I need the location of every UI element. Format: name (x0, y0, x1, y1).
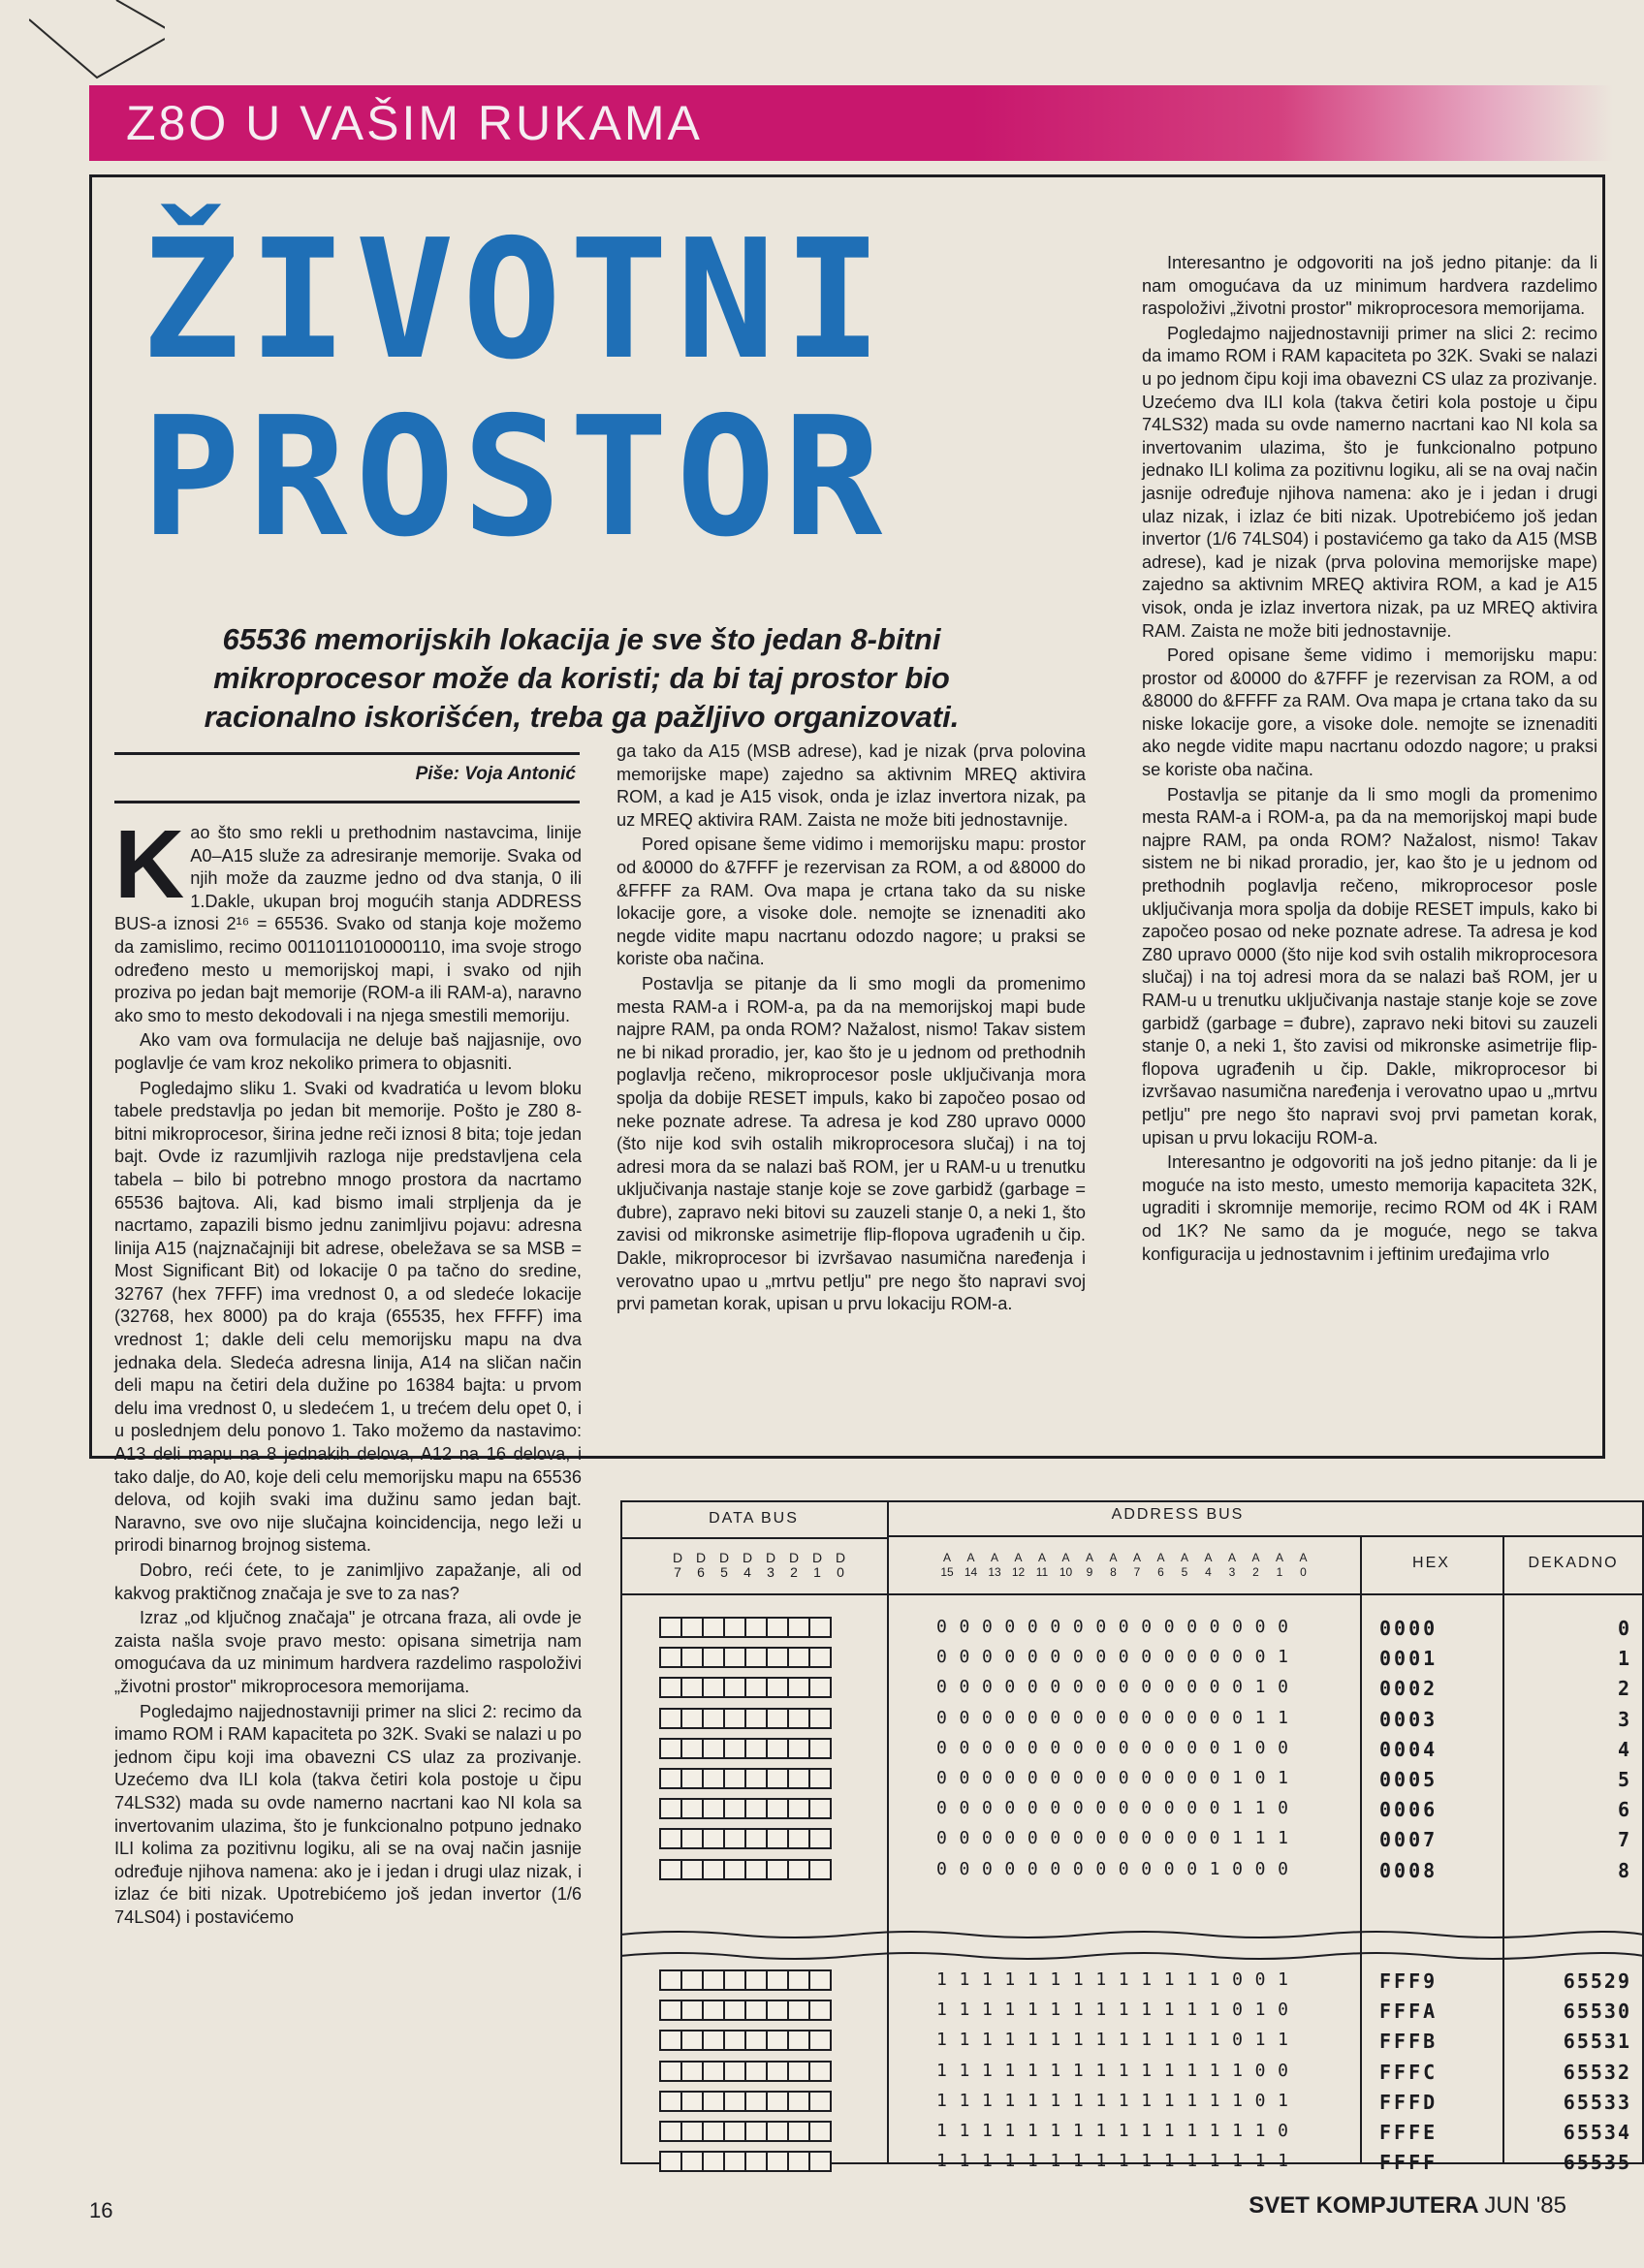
bit-cell (702, 1647, 725, 1668)
bit-cell (808, 1738, 832, 1759)
bit-cell (808, 2000, 832, 2021)
bit-cell (702, 2121, 725, 2142)
paragraph: Pogledajmo sliku 1. Svaki od kvadratića u levom bloku tabele predstavlja po jedan bit memorije. Pošto je Z80 8-bitni mikroprocesor, širina jedne reči iznosi 8 bita; toje jedan bajt. Ovde iz razumljivih razloga nije predstavljena cela tabela – bilo bi potrebno mnogo prostora da nacrtamo 65536 bajtova. Ali, kad bismo imali strpljenja da je nacrtamo, zapazili bismo jednu zanimljivu pojavu: adresna linija A15 (najznačajniji bit adrese, obeležava se sa MSB = Most Significant Bit) od lokacije 0 pa tačno do sredine, 32767 (hex 7FFF) ima vrednost 0, a od sledeće lokacije (32768, hex 8000) pa do kraja (65535, hex FFFF) ima vrednost 1; dakle deli celu memorijsku mapu na dva jednaka dela. Sledeća adresna linija, A14 na sličan način deli mapu na četiri dela dužine po 16384 bajta: u prvom delu ima vrednost 0, u sledećem 1, u trećem delu opet 0, i u poslednjem delu ponovo 1. Tako možemo da nastavimo: A13 deli mapu na 8 jednakih delova, A12 na 16 delova, i tako dalje, do A0, koje deli celu memorijsku mapu na 65536 delova, od kojih svaki ima dužinu samo jedan bajt. Naravno, sve ovo nije slučajna koincidencija, nego leži u prirodi binarnog brojnog sistema. (114, 1078, 582, 1556)
decimal-value: 8 (1617, 1858, 1631, 1882)
address-bit-label: A 6 (1156, 1551, 1165, 1579)
bit-cell (787, 1677, 810, 1698)
bit-cell (659, 1798, 682, 1819)
address-bit-label: A 8 (1109, 1551, 1118, 1579)
bit-cell (787, 2000, 810, 2021)
table-row (620, 1647, 1644, 1669)
address-bus-header: ADDRESS BUS (1111, 1506, 1245, 1523)
memory-byte-cells (659, 2061, 830, 2082)
hex-header: HEX (1412, 1555, 1450, 1571)
bit-cell (723, 2030, 746, 2051)
bit-cell (723, 2151, 746, 2172)
data-bit-label: D 5 (718, 1550, 730, 1580)
table-row (620, 2091, 1644, 2113)
bit-cell (787, 1738, 810, 1759)
bit-cell (766, 2121, 789, 2142)
bit-cell (723, 1768, 746, 1789)
address-bits: 0 0 0 0 0 0 0 0 0 0 0 0 1 0 0 0 (936, 1858, 1289, 1879)
table-row (620, 2151, 1644, 2173)
bit-cell (702, 2000, 725, 2021)
bit-cell (787, 1798, 810, 1819)
bit-cell (723, 2121, 746, 2142)
address-bits: 1 1 1 1 1 1 1 1 1 1 1 1 1 0 1 0 (936, 2000, 1289, 2021)
bit-cell (787, 2151, 810, 2172)
bit-cell (680, 2000, 704, 2021)
bit-cell (787, 1708, 810, 1729)
address-bit-label: A 14 (964, 1551, 978, 1579)
paragraph: Pored opisane šeme vidimo i memorijsku mapu: prostor od &0000 do &7FFF je rezervisan za ROM, a od &8000 do &FFFF za RAM. Ova mapa je crtana tako da su niske lokacije gore, a visoke dole. nemojte se iznenaditi ako negde vidite mapu nacrtanu odozdo nagore; u praksi se koriste oba načina. (1142, 646, 1597, 780)
bit-cell (702, 1768, 725, 1789)
paragraph: Dobro, reći ćete, to je zanimljivo zapažanje, ali od kakvog praktičnog značaja je sve to za nas? (114, 1560, 582, 1603)
bit-cell (702, 1617, 725, 1638)
address-bit-label: A 10 (1059, 1551, 1073, 1579)
bit-cell (808, 1677, 832, 1698)
bit-cell (723, 1859, 746, 1880)
bit-cell (723, 1969, 746, 1991)
bit-cell (702, 1738, 725, 1759)
hex-value: 0005 (1379, 1768, 1438, 1791)
bit-cell (723, 1798, 746, 1819)
address-bit-label: A 3 (1227, 1551, 1236, 1579)
bit-cell (659, 2061, 682, 2082)
bit-cell (659, 1647, 682, 1668)
address-bits: 0 0 0 0 0 0 0 0 0 0 0 0 0 1 0 0 (936, 1737, 1289, 1758)
bit-cell (680, 1859, 704, 1880)
address-bits: 0 0 0 0 0 0 0 0 0 0 0 0 0 0 1 1 (936, 1707, 1289, 1728)
address-bit-label: A 9 (1085, 1551, 1093, 1579)
hex-value: FFFF (1379, 2151, 1438, 2175)
address-bits: 1 1 1 1 1 1 1 1 1 1 1 1 1 1 1 0 (936, 2121, 1289, 2141)
bit-cell (702, 2061, 725, 2082)
decimal-value: 5 (1617, 1768, 1631, 1791)
hex-value: 0007 (1379, 1828, 1438, 1852)
data-bus-header: DATA BUS (709, 1510, 799, 1527)
memory-byte-cells (659, 1708, 830, 1729)
decimal-value: 65529 (1563, 1969, 1631, 1993)
publication-name: SVET KOMPJUTERA (1249, 2192, 1478, 2219)
bit-cell (659, 2030, 682, 2051)
address-bits: 1 1 1 1 1 1 1 1 1 1 1 1 1 0 0 1 (936, 1969, 1289, 1990)
bit-cell (723, 1708, 746, 1729)
address-bit-label: A 12 (1011, 1551, 1026, 1579)
bit-cell (744, 1708, 768, 1729)
table-row (620, 1798, 1644, 1820)
bit-cell (744, 2151, 768, 2172)
hex-value: FFFD (1379, 2090, 1438, 2114)
hex-value: 0006 (1379, 1798, 1438, 1822)
memory-byte-cells (659, 1738, 830, 1759)
bit-cell (702, 1828, 725, 1849)
bit-cell (744, 1647, 768, 1668)
table-row (620, 1738, 1644, 1760)
bit-cell (744, 1677, 768, 1698)
corner-fold-mark (29, 0, 165, 87)
table-row (620, 1708, 1644, 1730)
paragraph: Izraz „od ključnog značaja" je otrcana fraza, ali ovde je zaista našla svoje pravo mesto: opisana simetrija nam omogućava da uz minimum hardvera razdelimo raspoloživi „životni prostor" mikroprocesora memorijama. (114, 1608, 582, 1696)
bit-cell (744, 1738, 768, 1759)
address-bit-label: A 2 (1251, 1551, 1260, 1579)
table-row (620, 2000, 1644, 2022)
headline-line-2: PROSTOR (141, 382, 891, 574)
table-row (620, 2061, 1644, 2083)
memory-byte-cells (659, 2151, 830, 2172)
decimal-value: 65531 (1563, 2030, 1631, 2054)
table-row (620, 1828, 1644, 1850)
bit-cell (744, 2061, 768, 2082)
bit-cell (744, 1969, 768, 1991)
bit-cell (766, 2151, 789, 2172)
decimal-value: 65534 (1563, 2121, 1631, 2144)
article-column-1 (114, 810, 582, 1932)
decimal-value: 65530 (1563, 2000, 1631, 2024)
address-bit-label: A 4 (1204, 1551, 1213, 1579)
hex-value: FFFA (1379, 2000, 1438, 2024)
address-bits: 0 0 0 0 0 0 0 0 0 0 0 0 0 0 0 0 (936, 1617, 1289, 1637)
paragraph: Postavlja se pitanje da li smo mogli da promenimo mesta RAM-a i ROM-a, pa da na memorijskoj mapi bude najpre RAM, pa onda ROM? Nažalost, nismo! Takav sistem ne bi nikad proradio, jer, kao što je u jednom od prethodnih poglavlja rečeno, mikroprocesor posle uključivanja mora spolja da dobije RESET impuls, kako bi započeo posao od neke poznate adrese. Ta adresa je kod Z80 upravo 0000 (što nije kod svih ostalih mikroprocesora slučaj) i na toj adresi mora da se nalazi baš ROM, jer u RAM-u u trenutku uključivanja nastaje stanje koje se zove garbidž (garbage = đubre), zapravo neki bitovi su zauzeli stanje 0, a neki 1, što zavisi od mikronske asimetrije flip-flopova ugrađenih u čip. Dakle, mikroprocesor bi izvršavao nasumična naređenja i verovatno upao u „mrtvu petlju" pre nego što napravi svoj prvi pametan korak, upisan u prvu lokaciju ROM-a. (1142, 784, 1597, 1148)
table-row (620, 1617, 1644, 1639)
bit-cell (808, 1768, 832, 1789)
article-column-3 (1142, 252, 1597, 1268)
bit-cell (808, 1647, 832, 1668)
data-bit-label: D 2 (788, 1550, 800, 1580)
paragraph: Ako vam ova formulacija ne deluje baš najjasnije, ovo poglavlje će vam kroz nekoliko primera to objasniti. (114, 1030, 582, 1073)
drop-cap: K (114, 810, 185, 919)
bit-cell (680, 2121, 704, 2142)
headline-line-1: ŽIVOTNI (141, 205, 891, 396)
decimal-value: 2 (1617, 1677, 1631, 1701)
address-bit-label: A 1 (1275, 1551, 1283, 1579)
bit-cell (659, 1677, 682, 1698)
table-rule (620, 1593, 1644, 1595)
bit-cell (808, 2151, 832, 2172)
bit-cell (787, 2091, 810, 2112)
bit-cell (680, 2030, 704, 2051)
hex-value: 0002 (1379, 1677, 1438, 1701)
article-deck: 65536 memorijskih lokacija je sve što jedan 8-bitni mikroprocesor može da koristi; da bi taj prostor bio racionalno iskorišćen, treba ga pažljivo organizovati. (204, 622, 960, 734)
bit-cell (680, 1768, 704, 1789)
address-bits: 1 1 1 1 1 1 1 1 1 1 1 1 1 1 0 0 (936, 2060, 1289, 2081)
address-bits: 0 0 0 0 0 0 0 0 0 0 0 0 0 0 1 0 (936, 1677, 1289, 1698)
bit-cell (808, 1617, 832, 1638)
bit-cell (744, 2030, 768, 2051)
address-bit-label: A 0 (1299, 1551, 1308, 1579)
bit-cell (723, 1738, 746, 1759)
decimal-value: 65532 (1563, 2060, 1631, 2084)
bit-cell (659, 1828, 682, 1849)
byline-rule-top (114, 752, 580, 755)
bit-cell (680, 1738, 704, 1759)
address-bit-label: A 7 (1132, 1551, 1141, 1579)
address-bits: 1 1 1 1 1 1 1 1 1 1 1 1 1 0 1 1 (936, 2030, 1289, 2051)
hex-value: FFFC (1379, 2060, 1438, 2084)
table-row (620, 2121, 1644, 2143)
bit-cell (702, 2091, 725, 2112)
bit-cell (723, 1828, 746, 1849)
bit-cell (766, 1708, 789, 1729)
memory-byte-cells (659, 2091, 830, 2112)
bit-cell (659, 1768, 682, 1789)
bit-cell (808, 1828, 832, 1849)
memory-byte-cells (659, 1828, 830, 1849)
bit-cell (659, 2091, 682, 2112)
bit-cell (787, 2061, 810, 2082)
bit-cell (702, 2030, 725, 2051)
memory-map-table (620, 1500, 1644, 2175)
bit-cell (766, 2091, 789, 2112)
bit-cell (659, 2121, 682, 2142)
bit-cell (659, 1969, 682, 1991)
bit-cell (659, 2151, 682, 2172)
hex-value: FFFB (1379, 2030, 1438, 2054)
paragraph: Pogledajmo najjednostavniji primer na slici 2: recimo da imamo ROM i RAM kapaciteta po 32K. Svaki se nalazi u po jednom čipu koji ima obavezni CS ulaz za prozivanje. Uzećemo dva ILI kola (takva četiri kola postoje u čipu 74LS32) mada su ovde namerno nacrtani kao NI kola sa invertovanim ulazima, što je funkcionalno potpuno jednako ILI kolima za pozitivnu logiku, ali se na ovaj način jasnije određuje njihova namena: ako je i jedan i drugi ulaz nizak, i izlaz će biti nizak. Upotrebićemo još jedan invertor (1/6 74LS04) i postavićemo ga tako da A15 (MSB adrese), kad je nizak (prva polovina memorijske mape) zajedno sa aktivnim MREQ aktivira ROM, a kad je A15 visok, onda je izlaz invertora nizak, pa uz MREQ aktivira RAM. Zaista ne može biti jednostavnije. (1142, 323, 1597, 641)
paragraph: ga tako da A15 (MSB adrese), kad je nizak (prva polovina memorijske mape) zajedno sa aktivnim MREQ aktivira ROM, a kad je A15 visok, onda je izlaz invertora nizak, pa uz MREQ aktivira RAM. Zaista ne može biti jednostavnije. (616, 741, 1086, 830)
bit-cell (808, 2091, 832, 2112)
memory-byte-cells (659, 1768, 830, 1789)
paragraph-text: ao što smo rekli u prethodnim nastavcima, linije A0–A15 služe za adresiranje memorije. Svaka od njih može da zauzme jedno od dva stanja, 0 ili 1.Dakle, ukupan broj mogućih stanja ADDRESS BUS-a iznosi 2¹⁶ = 65536. Svako od stanja koje možemo da zamislimo, recimo 0011011010000110, ima svoje strogo određeno mesto u memorijskoj mapi, i svako od njih proziva po jedan bajt memorije (ROM-a ili RAM-a), naravno ako smo to mesto dekodovali i na njega smestili memoriju. (114, 823, 582, 1025)
bit-cell (787, 1617, 810, 1638)
bit-cell (659, 1617, 682, 1638)
article-column-2 (616, 740, 1086, 1318)
bit-cell (766, 1768, 789, 1789)
bit-cell (808, 1859, 832, 1880)
hex-value: 0008 (1379, 1858, 1438, 1882)
bit-cell (680, 2091, 704, 2112)
data-bit-label: D 7 (672, 1550, 683, 1580)
bit-cell (787, 1969, 810, 1991)
bit-cell (766, 1859, 789, 1880)
bit-cell (766, 1617, 789, 1638)
bit-cell (702, 1798, 725, 1819)
bit-cell (702, 1859, 725, 1880)
memory-byte-cells (659, 1969, 830, 1991)
bit-cell (766, 2061, 789, 2082)
table-row (620, 1969, 1644, 1992)
memory-byte-cells (659, 1798, 830, 1819)
bit-cell (744, 1768, 768, 1789)
address-bit-label: A 15 (940, 1551, 954, 1579)
decimal-value: 0 (1617, 1617, 1631, 1640)
byline-rule-bottom (114, 801, 580, 803)
bit-cell (659, 1738, 682, 1759)
bit-cell (766, 1798, 789, 1819)
data-bit-label: D 0 (835, 1550, 846, 1580)
memory-byte-cells (659, 1859, 830, 1880)
bit-cell (787, 2030, 810, 2051)
issue-date: JUN '85 (1484, 2192, 1566, 2219)
bit-cell (766, 1647, 789, 1668)
bit-cell (680, 1617, 704, 1638)
decimal-value: 1 (1617, 1647, 1631, 1671)
bit-cell (680, 1647, 704, 1668)
decimal-value: 4 (1617, 1737, 1631, 1761)
hex-value: 0004 (1379, 1737, 1438, 1761)
bit-cell (680, 1828, 704, 1849)
decimal-value: 6 (1617, 1798, 1631, 1822)
memory-byte-cells (659, 2000, 830, 2021)
bit-cell (766, 1828, 789, 1849)
table-row (620, 1768, 1644, 1790)
data-bit-label: D 6 (695, 1550, 707, 1580)
decimal-value: 7 (1617, 1828, 1631, 1852)
table-row (620, 1677, 1644, 1699)
paragraph: Interesantno je odgovoriti na još jedno pitanje: da li je moguće na isto mesto, umesto memorija kapaciteta 32K, ugraditi i skromnije memorije, recimo ROM od 4K i RAM od 1K? Ne samo da je moguće, nego se takva konfiguracija u jednostavnim i jeftinim uređajima vrlo (1142, 1152, 1597, 1264)
bit-cell (787, 1859, 810, 1880)
bit-cell (723, 1647, 746, 1668)
address-bits: 0 0 0 0 0 0 0 0 0 0 0 0 0 1 1 0 (936, 1798, 1289, 1819)
table-row (620, 1859, 1644, 1881)
data-bit-label: D 4 (742, 1550, 753, 1580)
bit-cell (723, 2000, 746, 2021)
table-rule (887, 1535, 1644, 1537)
decimal-header: DEKADNO (1528, 1555, 1619, 1571)
bit-cell (744, 1859, 768, 1880)
page-number: 16 (89, 2198, 113, 2222)
address-bits: 0 0 0 0 0 0 0 0 0 0 0 0 0 0 0 1 (936, 1647, 1289, 1668)
bit-cell (680, 1969, 704, 1991)
address-bits: 0 0 0 0 0 0 0 0 0 0 0 0 0 1 0 1 (936, 1768, 1289, 1788)
hex-value: FFF9 (1379, 1969, 1438, 1993)
bit-cell (659, 2000, 682, 2021)
table-rule (620, 1537, 887, 1539)
bit-cell (723, 1677, 746, 1698)
bit-cell (766, 1738, 789, 1759)
table-row (620, 2030, 1644, 2052)
bit-cell (808, 2061, 832, 2082)
decimal-value: 3 (1617, 1707, 1631, 1731)
bit-cell (659, 1859, 682, 1880)
address-bits: 1 1 1 1 1 1 1 1 1 1 1 1 1 1 0 1 (936, 2090, 1289, 2111)
bit-cell (723, 1617, 746, 1638)
bit-cell (723, 2091, 746, 2112)
memory-byte-cells (659, 1677, 830, 1698)
bit-cell (766, 1677, 789, 1698)
bit-cell (808, 1969, 832, 1991)
bit-cell (787, 1828, 810, 1849)
bit-cell (680, 1708, 704, 1729)
memory-byte-cells (659, 2121, 830, 2142)
hex-value: 0001 (1379, 1647, 1438, 1671)
publication-footer (1249, 2192, 1566, 2220)
hex-value: 0003 (1379, 1707, 1438, 1731)
bit-cell (680, 1677, 704, 1698)
section-title: Z8O U VAŠIM RUKAMA (126, 96, 703, 150)
bit-cell (744, 2121, 768, 2142)
data-bit-label: D 3 (765, 1550, 776, 1580)
data-bit-label: D 1 (811, 1550, 823, 1580)
paragraph: Postavlja se pitanje da li smo mogli da promenimo mesta RAM-a i ROM-a, pa da na memorijskoj mapi bude najpre RAM, pa onda ROM? Nažalost, nismo! Takav sistem ne bi nikad proradio, jer, kao što je u jednom od prethodnih poglavlja rečeno, mikroprocesor posle uključivanja mora spolja da dobije RESET impuls, kako bi započeo posao od neke poznate adrese. Ta adresa je kod Z80 upravo 0000 (što nije kod svih ostalih mikroprocesora slučaj) i na toj adresi mora da se nalazi baš ROM, jer u RAM-u u trenutku uključivanja nastaje stanje koje se zove garbidž (garbage = đubre), zapravo neki bitovi su zauzeli stanje 0, a neki 1, što zavisi od mikronske asimetrije flip-flopova ugrađenih u čip. Dakle, mikroprocesor bi izvršavao nasumična naređenja i verovatno upao u „mrtvu petlju" pre nego što napravi svoj prvi pametan korak, upisan u prvu lokaciju ROM-a. (616, 973, 1086, 1314)
paragraph: Pored opisane šeme vidimo i memorijsku mapu: prostor od &0000 do &7FFF je rezervisan za ROM, a od &8000 do &FFFF za RAM. Ova mapa je crtana tako da su niske lokacije gore, a visoke dole. nemojte se iznenaditi ako negde vidite mapu nacrtanu odozdo nagore; u praksi se koriste oba načina. (616, 835, 1086, 969)
memory-byte-cells (659, 1647, 830, 1668)
bit-cell (766, 2000, 789, 2021)
bit-cell (702, 2151, 725, 2172)
bit-cell (787, 1768, 810, 1789)
bit-cell (680, 2061, 704, 2082)
hex-value: FFFE (1379, 2121, 1438, 2144)
bit-cell (787, 2121, 810, 2142)
paragraph (114, 810, 582, 1027)
bit-cell (808, 2121, 832, 2142)
paragraph: Interesantno je odgovoriti na još jedno pitanje: da li nam omogućava da uz minimum hardvera razdelimo raspoloživi „životni prostor" mikroprocesora memorijama. (1142, 253, 1597, 319)
bit-cell (702, 1677, 725, 1698)
bit-cell (680, 2151, 704, 2172)
memory-byte-cells (659, 1617, 830, 1638)
bit-cell (744, 2000, 768, 2021)
bit-cell (808, 1798, 832, 1819)
bit-cell (808, 2030, 832, 2051)
address-bits: 1 1 1 1 1 1 1 1 1 1 1 1 1 1 1 1 (936, 2151, 1289, 2172)
decimal-value: 65533 (1563, 2090, 1631, 2114)
bit-cell (744, 1798, 768, 1819)
bit-cell (702, 1969, 725, 1991)
table-break-lines (620, 1929, 1644, 1964)
memory-byte-cells (659, 2030, 830, 2051)
bit-cell (787, 1647, 810, 1668)
bit-cell (744, 1828, 768, 1849)
address-bits: 0 0 0 0 0 0 0 0 0 0 0 0 0 1 1 1 (936, 1828, 1289, 1849)
bit-cell (680, 1798, 704, 1819)
bit-cell (723, 2061, 746, 2082)
bit-cell (766, 2030, 789, 2051)
bit-cell (766, 1969, 789, 1991)
address-bit-label: A 5 (1180, 1551, 1188, 1579)
section-banner (89, 85, 1613, 161)
bit-cell (659, 1708, 682, 1729)
bit-cell (808, 1708, 832, 1729)
paragraph: Pogledajmo najjednostavniji primer na slici 2: recimo da imamo ROM i RAM kapaciteta po 32K. Svaki se nalazi u po jednom čipu koji ima obavezni CS ulaz za prozivanje. Uzećemo dva ILI kola (takva četiri kola postoje u čipu 74LS32) mada su ovde namerno nacrtani kao NI kola sa invertovanim ulazima, što je funkcionalno potpuno jednako ILI kolima za pozitivnu logiku, ali se na ovaj način jasnije određuje njihova namena: ako je i jedan i drugi ulaz nizak, i izlaz će biti nizak. Upotrebićemo još jedan invertor (1/6 74LS04) i postavićemo (114, 1701, 582, 1927)
address-bit-label: A 13 (988, 1551, 1001, 1579)
bit-cell (744, 2091, 768, 2112)
hex-value: 0000 (1379, 1617, 1438, 1640)
bit-cell (744, 1617, 768, 1638)
byline: Piše: Voja Antonić (415, 764, 576, 784)
address-bit-label: A 11 (1035, 1551, 1049, 1579)
decimal-value: 65535 (1563, 2151, 1631, 2175)
bit-cell (702, 1708, 725, 1729)
